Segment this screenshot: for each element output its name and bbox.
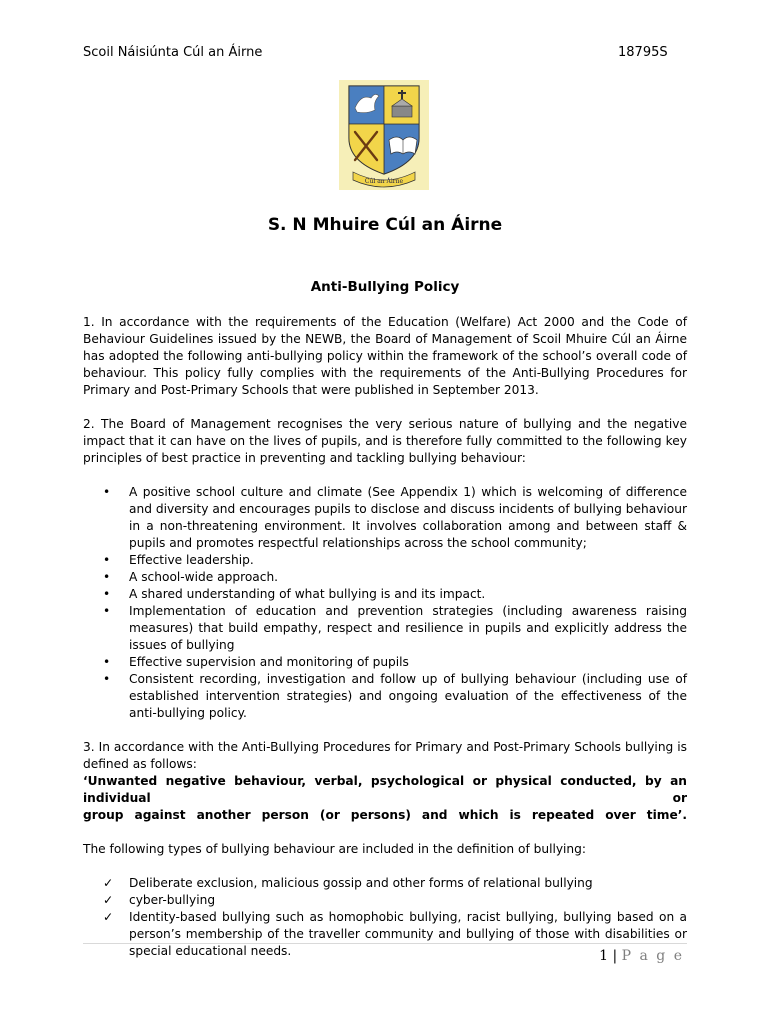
footer-divider [83, 943, 687, 944]
list-item: • A shared understanding of what bullying is and its impact. [103, 587, 486, 601]
checkmark-icon: ✓ [103, 910, 114, 924]
list-item: • Effective supervision and monitoring of pupils [103, 655, 409, 669]
page-number: 1 [599, 948, 608, 964]
document-body [83, 314, 687, 960]
crest-motto: Cúl an Áirne [364, 178, 404, 185]
bullet-icon: • [103, 655, 111, 669]
types-intro: The following types of bullying behaviour are included in the definition of bullying: [83, 842, 587, 856]
list-item: • Consistent recording, investigation and follow up of bullying behaviour (including use of established intervention strategies) and ongoing evaluation of the effectiveness of the anti-bullying policy. [103, 672, 687, 720]
list-item: ✓ Identity-based bullying such as homophobic bullying, racist bullying, bullying based on a person’s membership of the traveller community and bullying of those with disabilities or special educational needs. [103, 910, 687, 958]
bullet-icon: • [103, 553, 111, 567]
policy-heading: Anti-Bullying Policy [310, 279, 460, 295]
page-separator: | [612, 948, 618, 964]
bullet-icon: • [103, 604, 111, 618]
bullet-icon: • [103, 570, 111, 584]
bullying-types-list [83, 875, 687, 960]
paragraph-2: 2. The Board of Management recognises the very serious nature of bullying and the negative impact that it can have on the lives of pupils, and is therefore fully committed to the following key principles of best practice in preventing and tackling bullying behaviour: [83, 417, 687, 465]
document-title: S. N Mhuire Cúl an Áirne [267, 215, 503, 235]
header-school-name: Scoil Náisiúnta Cúl an Áirne [83, 45, 263, 60]
page-footer [599, 948, 684, 964]
list-item: • A positive school culture and climate (See Appendix 1) which is welcoming of difference and diversity and encourages pupils to disclose and discuss incidents of bullying behaviour in a non-threatening environment. It involves collaboration among and between staff & pupils and promotes respectful relationships across the school community; [103, 485, 687, 550]
bullet-icon: • [103, 485, 111, 499]
list-item: ✓ cyber-bullying [103, 893, 216, 907]
principles-list [83, 484, 687, 722]
list-item: • Implementation of education and prevention strategies (including awareness raising measures) that build empathy, respect and resilience in pupils and explicitly address the issues of bullying [103, 604, 687, 652]
bullet-icon: • [103, 672, 111, 686]
paragraph-3: 3. In accordance with the Anti-Bullying Procedures for Primary and Post-Primary Schools bullying is defined as follows: [83, 740, 687, 771]
checkmark-icon: ✓ [103, 876, 114, 890]
header-roll-number: 18795S [618, 45, 668, 60]
bullet-icon: • [103, 587, 111, 601]
checkmark-icon: ✓ [103, 893, 114, 907]
open-book-icon [389, 137, 417, 154]
page-label: P a g e [621, 948, 684, 964]
list-item: ✓ Deliberate exclusion, malicious gossip and other forms of relational bullying [103, 876, 593, 890]
bullying-definition-line-2: group against another person (or persons) and which is repeated over time’. [83, 808, 687, 822]
list-item: • A school-wide approach. [103, 570, 279, 584]
bullying-definition-line-1: ‘Unwanted negative behaviour, verbal, psychological or physical conducted, by an individual or [83, 774, 687, 805]
paragraph-1: 1. In accordance with the requirements of the Education (Welfare) Act 2000 and the Code of Behaviour Guidelines issued by the NEWB, the Board of Management of Scoil Mhuire Cúl an Áirne has adopted the following anti-bullying policy within the framework of the school’s overall code of behaviour. This policy fully complies with the requirements of the Anti-Bullying Procedures for Primary and Post-Primary Schools that were published in September 2013. [83, 315, 687, 397]
school-crest-logo [339, 80, 429, 190]
list-item: • Effective leadership. [103, 553, 254, 567]
